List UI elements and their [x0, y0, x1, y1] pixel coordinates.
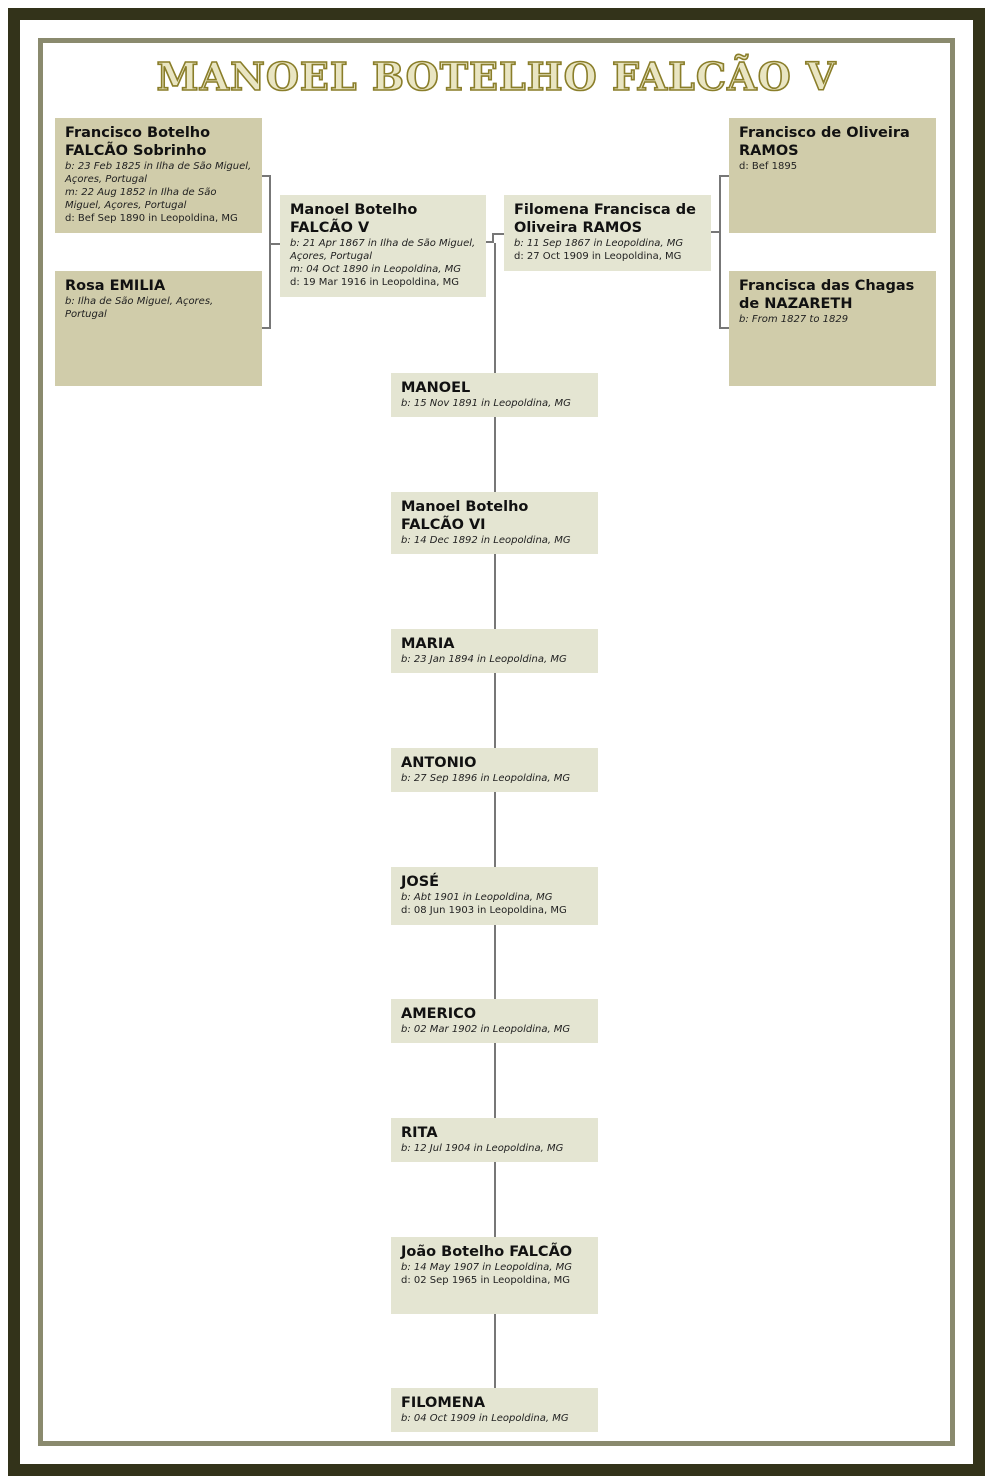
- chart-title: MANOEL BOTELHO FALCÃO V: [156, 54, 837, 99]
- death-event: d: 02 Sep 1965 in Leopoldina, MG: [401, 1275, 570, 1286]
- marriage-event: m: 22 Aug 1852 in Ilha de São Miguel, Açores, Portugal: [65, 187, 217, 211]
- death-event: d: 19 Mar 1916 in Leopoldina, MG: [290, 277, 460, 288]
- death-event: d: Bef Sep 1890 in Leopoldina, MG: [65, 213, 238, 224]
- person-name: Filomena Francisca de Oliveira RAMOS: [514, 202, 696, 236]
- descendant-trunk-line: [494, 243, 496, 1408]
- inner-frame: [38, 38, 955, 1446]
- child-box[interactable]: [391, 1388, 598, 1432]
- marriage-event: m: 04 Oct 1890 in Leopoldina, MG: [290, 264, 461, 275]
- child-box[interactable]: [391, 629, 598, 673]
- maternal-bracket-link: [711, 231, 720, 233]
- person-name: Francisco de Oliveira RAMOS: [739, 125, 910, 159]
- child-box[interactable]: [391, 492, 598, 554]
- death-event: d: 08 Jun 1903 in Leopoldina, MG: [401, 905, 567, 916]
- maternal-bracket-vertical: [719, 175, 721, 329]
- person-name: João Botelho FALCÃO: [401, 1244, 573, 1260]
- paternal-bracket-vertical: [269, 175, 271, 329]
- birth-event: b: 21 Apr 1867 in Ilha de São Miguel, Açores, Portugal: [290, 238, 476, 262]
- death-event: d: Bef 1895: [739, 161, 798, 172]
- child-box[interactable]: [391, 1237, 598, 1314]
- birth-event: b: 14 Dec 1892 in Leopoldina, MG: [401, 535, 571, 546]
- subject-box[interactable]: [280, 195, 486, 297]
- person-name: RITA: [401, 1125, 438, 1141]
- birth-event: b: Ilha de São Miguel, Açores, Portugal: [65, 296, 214, 320]
- birth-event: b: 11 Sep 1867 in Leopoldina, MG: [514, 238, 684, 249]
- person-name: Manoel Botelho FALCÃO V: [290, 202, 418, 236]
- birth-event: b: 04 Oct 1909 in Leopoldina, MG: [401, 1413, 569, 1424]
- birth-event: b: 27 Sep 1896 in Leopoldina, MG: [401, 773, 571, 784]
- child-box[interactable]: [391, 867, 598, 925]
- paternal-grandmother-box[interactable]: [55, 271, 262, 386]
- person-name: JOSÉ: [401, 874, 440, 890]
- person-name: MARIA: [401, 636, 455, 652]
- paternal-bracket-bottom: [262, 327, 270, 329]
- child-box[interactable]: [391, 999, 598, 1043]
- child-box[interactable]: [391, 748, 598, 792]
- birth-event: b: From 1827 to 1829: [739, 314, 849, 325]
- birth-event: b: 15 Nov 1891 in Leopoldina, MG: [401, 398, 571, 409]
- birth-event: b: Abt 1901 in Leopoldina, MG: [401, 892, 553, 903]
- person-name: AMERICO: [401, 1006, 477, 1022]
- maternal-grandfather-box[interactable]: [729, 118, 936, 233]
- birth-event: b: 23 Jan 1894 in Leopoldina, MG: [401, 654, 567, 665]
- maternal-bracket-bottom: [719, 327, 729, 329]
- couple-link-c: [492, 233, 504, 235]
- person-name: Manoel Botelho FALCÃO VI: [401, 499, 529, 533]
- child-box[interactable]: [391, 1118, 598, 1162]
- person-name: Rosa EMILIA: [65, 278, 166, 294]
- person-name: ANTONIO: [401, 755, 477, 771]
- birth-event: b: 23 Feb 1825 in Ilha de São Miguel, Açores, Portugal: [65, 161, 252, 185]
- death-event: d: 27 Oct 1909 in Leopoldina, MG: [514, 251, 682, 262]
- person-name: Francisca das Chagas de NAZARETH: [739, 278, 915, 312]
- birth-event: b: 14 May 1907 in Leopoldina, MG: [401, 1262, 572, 1273]
- person-name: Francisco Botelho FALCÃO Sobrinho: [65, 125, 211, 159]
- person-name: MANOEL: [401, 380, 471, 396]
- maternal-grandmother-box[interactable]: [729, 271, 936, 386]
- person-name: FILOMENA: [401, 1395, 486, 1411]
- child-box[interactable]: [391, 373, 598, 417]
- paternal-bracket-link: [269, 243, 280, 245]
- birth-event: b: 12 Jul 1904 in Leopoldina, MG: [401, 1143, 564, 1154]
- birth-event: b: 02 Mar 1902 in Leopoldina, MG: [401, 1024, 571, 1035]
- spouse-box[interactable]: [504, 195, 711, 271]
- paternal-grandfather-box[interactable]: [55, 118, 262, 233]
